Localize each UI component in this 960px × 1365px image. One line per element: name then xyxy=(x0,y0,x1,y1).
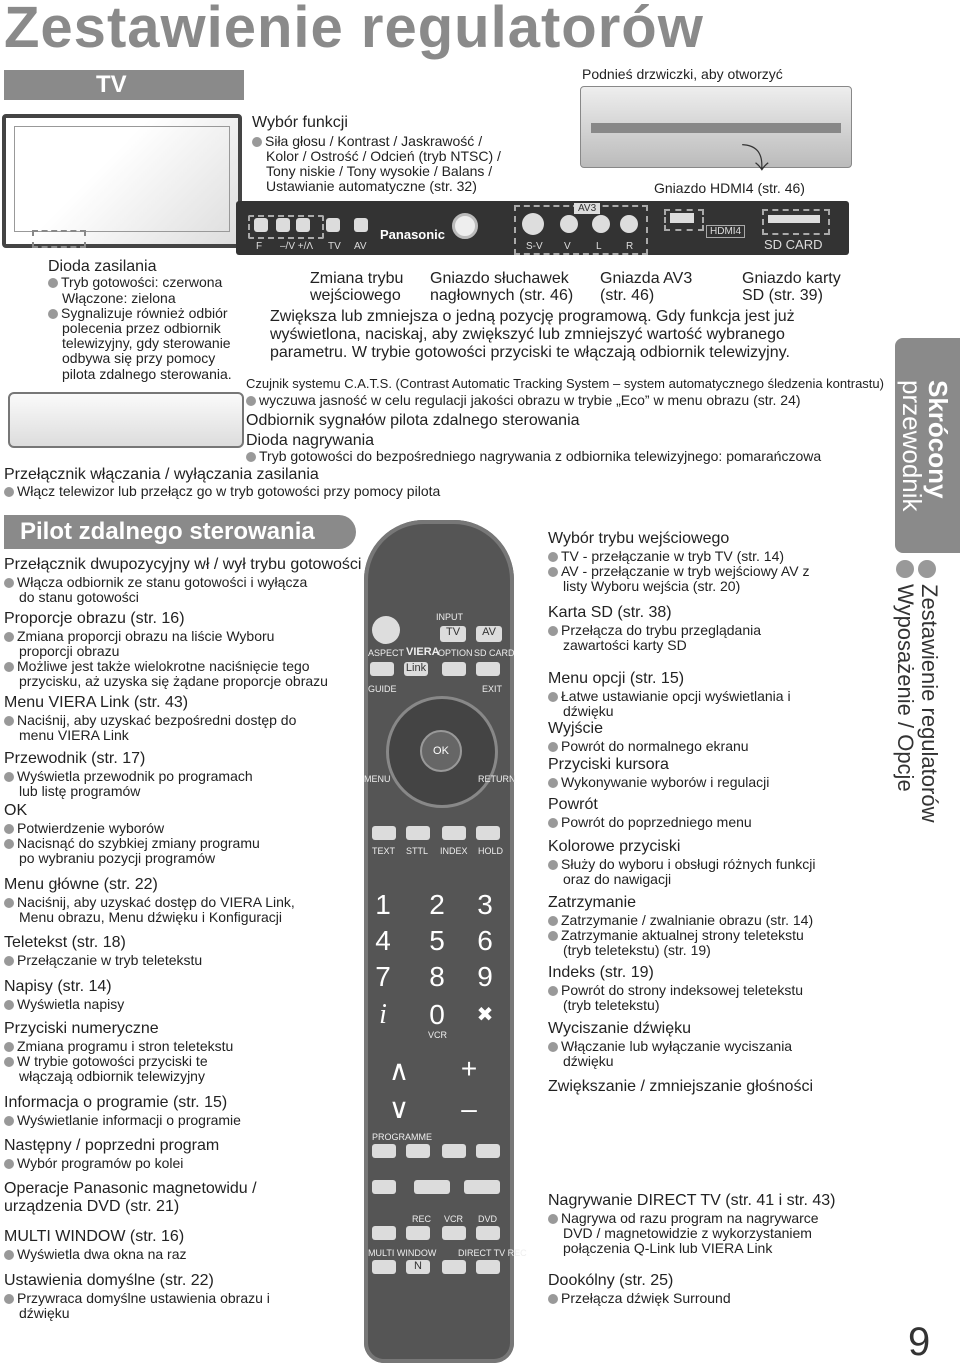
panel-label: SD CARD xyxy=(764,237,823,252)
description-line: połączenia Q-Link lub VIERA Link xyxy=(563,1240,773,1256)
panel-label: HDMI4 xyxy=(706,225,745,238)
description-title: Powrót xyxy=(548,796,598,813)
description-line: Służy do wyboru i obsługi różnych funkcji xyxy=(548,856,815,872)
page-number: 9 xyxy=(908,1320,931,1364)
mains-switch-line: Włącz telewizor lub przełącz go w tryb gotowości przy pomocy pilota xyxy=(4,483,440,499)
description-title: Zwiększanie / zmniejszanie głośności xyxy=(548,1078,813,1095)
panel-label: F xyxy=(256,241,263,252)
rec-led-title: Dioda nagrywania xyxy=(246,432,375,449)
rewind-button[interactable] xyxy=(442,1144,466,1158)
power-led-title: Dioda zasilania xyxy=(48,258,157,275)
description-line: Przełącza dźwięk Surround xyxy=(548,1290,731,1306)
remote-label: MULTI WINDOW xyxy=(368,1248,437,1258)
page-title: Zestawienie regulatorów xyxy=(4,0,704,60)
ok-button[interactable]: OK xyxy=(420,730,462,772)
remote-label: HOLD xyxy=(478,846,504,856)
description-title: Menu VIERA Link (str. 43) xyxy=(4,694,189,711)
mains-switch-title: Przełącznik włączania / wyłączania zasilania xyxy=(4,466,319,483)
direct-rec-button[interactable] xyxy=(476,1260,500,1274)
description-title: Karta SD (str. 38) xyxy=(548,604,672,621)
door-label: Podnieś drzwiczki, aby otworzyć xyxy=(582,66,783,82)
av3-label: (str. 46) xyxy=(600,287,655,304)
description-line: Wyświetla dwa okna na raz xyxy=(4,1246,187,1262)
panel-label: AV xyxy=(354,241,367,252)
description-line: oraz do nawigacji xyxy=(563,871,672,887)
brand-logo: Panasonic xyxy=(380,227,446,242)
input-label: Zmiana trybu xyxy=(310,270,404,287)
remote-label: VIERA xyxy=(406,646,440,658)
remote-label: REC xyxy=(412,1214,432,1224)
sd-label: Gniazdo karty xyxy=(742,270,841,287)
description-title: Przyciski kursora xyxy=(548,756,669,773)
description-line: listy Wyboru wejścia (str. 20) xyxy=(563,578,741,594)
digit-4-button[interactable]: 4 xyxy=(375,925,391,956)
func-line: Kolor / Ostrość / Odcień (tryb NTSC) / xyxy=(266,148,501,164)
digit-3-button[interactable]: 3 xyxy=(477,889,493,920)
description-line: Zatrzymanie aktualnej strony teletekstu xyxy=(548,927,804,943)
description-line: Wyświetlanie informacji o programie xyxy=(4,1112,241,1128)
remote-label: RETURN xyxy=(478,774,516,784)
power-button[interactable] xyxy=(372,616,400,644)
sd-card-button[interactable] xyxy=(476,662,500,676)
play-button[interactable] xyxy=(464,1180,500,1194)
power-line: Tryb gotowości: czerwona xyxy=(48,274,222,290)
description-line: Przełącza do trybu przeglądania xyxy=(548,622,761,638)
description-line: Potwierdzenie wyborów xyxy=(4,820,164,836)
direct-tv-rec-button[interactable] xyxy=(372,1226,396,1240)
default-settings-button[interactable]: N xyxy=(406,1260,430,1274)
description-line: dźwięku xyxy=(563,1053,614,1069)
panel-label: S-V xyxy=(526,241,543,252)
description-title: Nagrywanie DIRECT TV (str. 41 i str. 43) xyxy=(548,1192,836,1209)
volume-down-icon[interactable]: – xyxy=(461,1093,477,1124)
description-line: Wykonywanie wyborów i regulacji xyxy=(548,774,769,790)
description-line: Zmiana programu i stron teletekstu xyxy=(4,1038,233,1054)
power-line: odbywa się przy pomocy xyxy=(62,350,216,366)
yellow-button[interactable] xyxy=(442,826,466,840)
description-line: Możliwe jest także wielokrotne naciśnięcie tego xyxy=(4,658,310,674)
description-line: dźwięku xyxy=(19,1305,70,1321)
description-title: MULTI WINDOW (str. 16) xyxy=(4,1228,185,1245)
panel-label: AV3 xyxy=(574,203,600,214)
description-line: Przywraca domyślne ustawienia obrazu i xyxy=(4,1290,270,1306)
remote-label: VCR xyxy=(444,1214,464,1224)
remote-label: TEXT xyxy=(372,846,396,856)
description-title: Teletekst (str. 18) xyxy=(4,934,126,951)
digit-2-button[interactable]: 2 xyxy=(429,889,445,920)
description-line: W trybie gotowości przyciski te xyxy=(4,1053,208,1069)
description-title: Wyjście xyxy=(548,720,603,737)
sidebar-dot-icon xyxy=(896,560,914,578)
digit-9-button[interactable]: 9 xyxy=(477,961,493,992)
description-line: DVD / magnetowidzie z wykorzystaniem xyxy=(563,1225,812,1241)
sidebar-section-line: Wyposażenie / Opcje xyxy=(893,584,918,792)
hdmi-label: Gniazdo HDMI4 (str. 46) xyxy=(654,180,805,196)
volume-up-icon[interactable]: + xyxy=(460,1053,478,1084)
description-line: menu VIERA Link xyxy=(19,727,129,743)
channel-note: wyświetlona, naciskaj, aby zwiększyć lub zmniejszyć wartość wybranego xyxy=(270,326,785,343)
power-line: pilota zdalnego sterowania. xyxy=(62,366,232,382)
func-title: Wybór funkcji xyxy=(252,114,348,131)
description-title: Operacje Panasonic magnetowidu / xyxy=(4,1180,257,1197)
door-illustration xyxy=(580,86,852,174)
description-line: Menu obrazu, Menu dźwięku i Konfiguracji xyxy=(19,909,283,925)
vcr-prog-down-button[interactable] xyxy=(372,1144,396,1158)
description-title: Wyciszanie dźwięku xyxy=(548,1020,692,1037)
av-button[interactable] xyxy=(354,218,368,232)
channel-note: Zwiększa lub zmniejsza o jedną pozycję programową. Gdy funkcja jest już xyxy=(270,308,795,325)
remote-label: EXIT xyxy=(482,684,503,694)
remote-label: GUIDE xyxy=(368,684,397,694)
remote-label: STTL xyxy=(406,846,429,856)
description-line: AV - przełączanie w tryb wejściowy AV z xyxy=(548,563,809,579)
description-line: Zmiana proporcji obrazu na liście Wyboru xyxy=(4,628,274,644)
input-label: wejściowego xyxy=(310,287,401,304)
digit-7-button[interactable]: 7 xyxy=(375,961,391,992)
description-line: (tryb teletekstu) (str. 19) xyxy=(563,942,711,958)
description-line: Wyświetla przewodnik po programach xyxy=(4,768,253,784)
description-line: Powrót do strony indeksowej teletekstu xyxy=(548,982,803,998)
rec-button[interactable] xyxy=(406,1226,430,1240)
sidebar-guide-line: Skrócony xyxy=(923,380,953,499)
description-line: Naciśnij, aby uzyskać dostęp do VIERA Link, xyxy=(4,894,295,910)
description-line: Zatrzymanie / zwalnianie obrazu (str. 14) xyxy=(548,912,813,928)
tv-section-bar: TV xyxy=(4,70,244,100)
sidebar-guide-line: przewodnik xyxy=(897,380,927,512)
panel-label: TV xyxy=(328,241,341,252)
remote-label: INDEX xyxy=(440,846,468,856)
description-line: Łatwe ustawianie opcji wyświetlania i xyxy=(548,688,791,704)
description-title: Zatrzymanie xyxy=(548,894,637,911)
description-line: Wybór programów po kolei xyxy=(4,1155,183,1171)
remote-label: MENU xyxy=(364,774,391,784)
headphone-label: Gniazdo słuchawek xyxy=(430,270,569,287)
dvd-button[interactable] xyxy=(476,1226,500,1240)
tv-illustration xyxy=(2,114,242,248)
panel-label: V xyxy=(564,241,571,252)
description-title: Dookólny (str. 25) xyxy=(548,1272,674,1289)
vcr-prog-up-button[interactable] xyxy=(406,1144,430,1158)
description-line: dźwięku xyxy=(563,703,614,719)
cats-title: Czujnik systemu C.A.T.S. (Contrast Automatic Tracking System – system automatycznego śledzenia kontrastu) xyxy=(246,376,884,391)
description-title: OK xyxy=(4,802,28,819)
description-title: Napisy (str. 14) xyxy=(4,978,112,995)
channel-note: parametru. W trybie gotowości przyciski te włączają odbiornik telewizyjny. xyxy=(270,344,790,361)
panel-label: L xyxy=(596,241,602,252)
description-line: po wybraniu pozycji programów xyxy=(19,850,216,866)
pause-button[interactable] xyxy=(414,1180,450,1194)
surround-button[interactable] xyxy=(442,1260,466,1274)
description-line: Przełączanie w tryb teletekstu xyxy=(4,952,202,968)
func-line: Ustawianie automatyczne (str. 32) xyxy=(266,178,477,194)
description-title: Przełącznik dwupozycyjny wł / wył trybu gotowości xyxy=(4,556,362,573)
vol-down-button[interactable] xyxy=(276,218,290,232)
func-line: Siła głosu / Kontrast / Jaskrawość / xyxy=(252,133,482,149)
remote-control xyxy=(364,520,527,1363)
cats-line: wyczuwa jasność w celu regulacji jakości obrazu w trybie „Eco” w menu obrazu (str. 24) xyxy=(246,392,801,408)
remote-label: PROGRAMME xyxy=(372,1132,433,1142)
description-title: Ustawienia domyślne (str. 22) xyxy=(4,1272,214,1289)
stop-button[interactable] xyxy=(372,1180,396,1194)
digit-0-button[interactable]: 0 xyxy=(429,999,445,1030)
viera-link-button[interactable]: Link xyxy=(405,662,427,674)
remote-section-bar: Pilot zdalnego sterowania xyxy=(4,515,356,549)
av-input-button[interactable]: AV xyxy=(476,626,502,642)
remote-label: ASPECT xyxy=(368,648,405,658)
aspect-button[interactable] xyxy=(370,662,394,676)
headphone-label: nagłownych (str. 46) xyxy=(430,287,574,304)
description-line: Włączanie lub wyłączanie wyciszania xyxy=(548,1038,792,1054)
description-title: urządzenia DVD (str. 21) xyxy=(4,1198,180,1215)
sidebar-section-line: Zestawienie regulatorów xyxy=(917,584,942,823)
digit-8-button[interactable]: 8 xyxy=(429,961,445,992)
audio-r-jack-icon xyxy=(620,215,638,233)
description-line: Naciśnij, aby uzyskać bezpośredni dostęp do xyxy=(4,712,296,728)
fast-forward-button[interactable] xyxy=(476,1144,500,1158)
tv-side-panel xyxy=(236,201,849,255)
digit-1-button[interactable]: 1 xyxy=(375,889,391,920)
s-video-jack-icon xyxy=(522,213,544,235)
power-line: Sygnalizuje również odbiór xyxy=(48,305,228,321)
description-line: lub listę programów xyxy=(19,783,141,799)
sidebar-dot-icon xyxy=(918,560,936,578)
description-line: Powrót do poprzedniego menu xyxy=(548,814,752,830)
vcr-button[interactable] xyxy=(442,1226,466,1240)
remote-label: DVD xyxy=(478,1214,498,1224)
description-line: przycisku, aż uzyska się żądane proporcje obrazu xyxy=(19,673,328,689)
av3-label: Gniazda AV3 xyxy=(600,270,693,287)
sd-label: SD (str. 39) xyxy=(742,287,823,304)
rec-led-line: Tryb gotowości do bezpośredniego nagrywania z odbiornika telewizyjnego: pomarańczowa xyxy=(246,448,821,464)
multi-window-button[interactable] xyxy=(372,1260,396,1274)
power-line: polecenia przez odbiornik xyxy=(62,320,221,336)
description-title: Następny / poprzedni program xyxy=(4,1137,220,1154)
remote-label: VCR xyxy=(428,1030,448,1040)
tv-button[interactable] xyxy=(326,218,340,232)
green-button[interactable] xyxy=(406,826,430,840)
audio-l-jack-icon xyxy=(592,215,610,233)
description-title: Proporcje obrazu (str. 16) xyxy=(4,610,185,627)
description-line: Nagrywa od razu program na nagrywarce xyxy=(548,1210,819,1226)
f-button[interactable] xyxy=(254,218,268,232)
info-button[interactable]: i xyxy=(379,999,387,1030)
description-line: Powrót do normalnego ekranu xyxy=(548,738,749,754)
arrow-icon: ⤵ xyxy=(741,143,770,174)
power-line: Włączone: zielona xyxy=(62,290,176,306)
description-title: Informacja o programie (str. 15) xyxy=(4,1094,228,1111)
power-line: telewizyjny, gdy sterowanie xyxy=(62,335,231,351)
description-line: proporcji obrazu xyxy=(19,643,120,659)
description-line: Włącza odbiornik ze stanu gotowości i wyłącza xyxy=(4,574,307,590)
description-line: (tryb teletekstu) xyxy=(563,997,660,1013)
remote-label: SD CARD xyxy=(474,648,515,658)
description-title: Menu główne (str. 22) xyxy=(4,876,158,893)
tv-input-button[interactable]: TV xyxy=(440,626,466,642)
remote-label: OPTION xyxy=(438,648,473,658)
description-title: Menu opcji (str. 15) xyxy=(548,670,685,687)
description-line: TV - przełączanie w tryb TV (str. 14) xyxy=(548,548,784,564)
description-line: Wyświetla napisy xyxy=(4,996,124,1012)
description-title: Wybór trybu wejściowego xyxy=(548,530,730,547)
description-line: zawartości karty SD xyxy=(563,637,687,653)
video-jack-icon xyxy=(560,215,578,233)
description-line: do stanu gotowości xyxy=(19,589,139,605)
ir-receiver-label: Odbiornik sygnałów pilota zdalnego sterowania xyxy=(246,412,580,429)
headphone-jack-icon xyxy=(452,213,478,239)
panel-label: R xyxy=(626,241,634,252)
description-title: Indeks (str. 19) xyxy=(548,964,654,981)
sd-slot-icon xyxy=(768,215,820,223)
digit-5-button[interactable]: 5 xyxy=(429,925,445,956)
panel-label: –/V +/Λ xyxy=(280,241,314,252)
tv-front-illustration xyxy=(8,392,244,448)
blue-button[interactable] xyxy=(476,826,500,840)
red-button[interactable] xyxy=(372,826,396,840)
description-title: Kolorowe przyciski xyxy=(548,838,681,855)
func-line: Tony niskie / Tony wysokie / Balans / xyxy=(266,163,493,179)
description-title: Przewodnik (str. 17) xyxy=(4,750,146,767)
digit-6-button[interactable]: 6 xyxy=(477,925,493,956)
channel-down-icon[interactable]: ∨ xyxy=(388,1093,410,1124)
mute-icon[interactable]: ✖ xyxy=(476,1004,494,1026)
hdmi-port-icon xyxy=(670,213,694,223)
description-line: włączają odbiornik telewizyjny xyxy=(19,1068,205,1084)
description-title: Przyciski numeryczne xyxy=(4,1020,159,1037)
vol-up-button[interactable] xyxy=(296,218,310,232)
description-line: Nacisnąć do szybkiej zmiany programu xyxy=(4,835,260,851)
remote-label: DIRECT TV REC xyxy=(458,1248,527,1258)
channel-up-icon[interactable]: ∧ xyxy=(388,1055,410,1086)
option-button[interactable] xyxy=(442,662,466,676)
remote-label: INPUT xyxy=(436,612,463,622)
